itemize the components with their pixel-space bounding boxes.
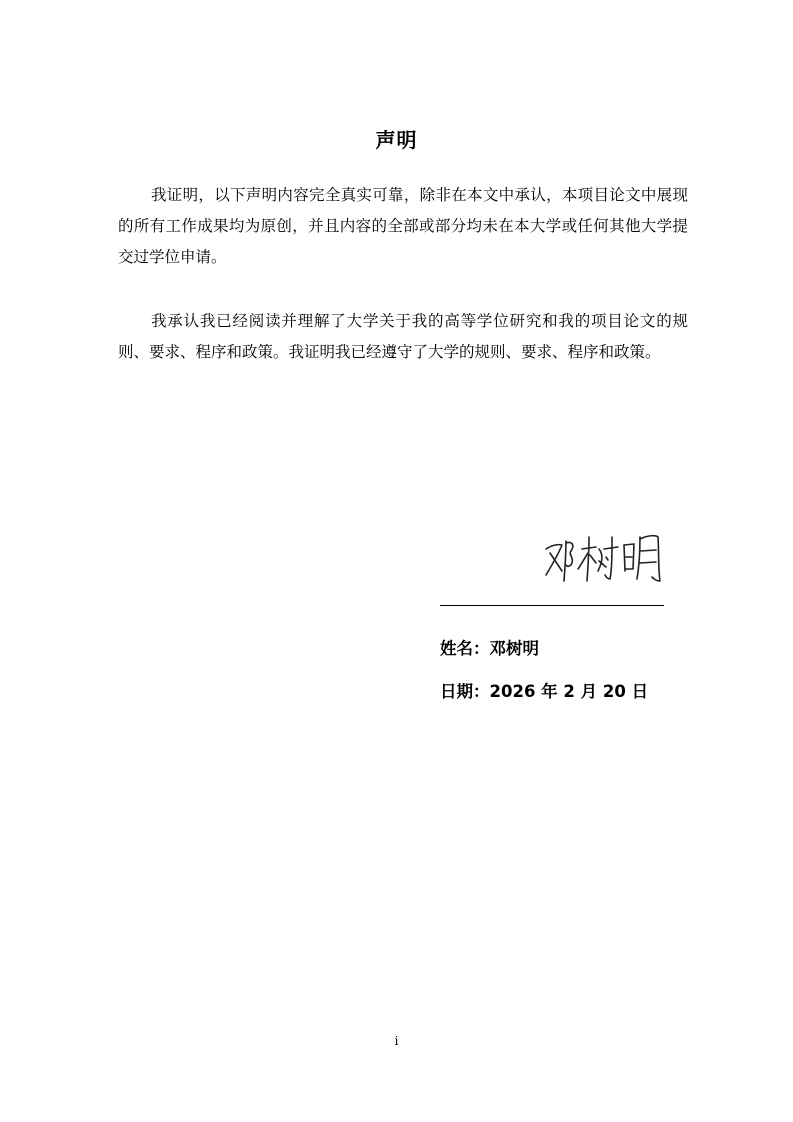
declaration-paragraph-1: 我证明，以下声明内容完全真实可靠，除非在本文中承认，本项目论文中展现的所有工作成果均为原创，并且内容的全部或部分均未在本大学或任何其他大学提交过学位申请。: [118, 186, 688, 266]
signature-line: [440, 605, 664, 606]
page-number: i: [394, 1034, 399, 1048]
name-line: 姓名：邓树明: [440, 639, 539, 658]
date-line: 日期：2026 年 2 月 20 日: [440, 682, 649, 701]
handwritten-signature: [542, 527, 668, 583]
declaration-paragraph-2: 我承认我已经阅读并理解了大学关于我的高等学位研究和我的项目论文的规则、要求、程序和政策。我证明我已经遵守了大学的规则、要求、程序和政策。: [118, 312, 688, 361]
page-title: 声明: [375, 128, 418, 152]
